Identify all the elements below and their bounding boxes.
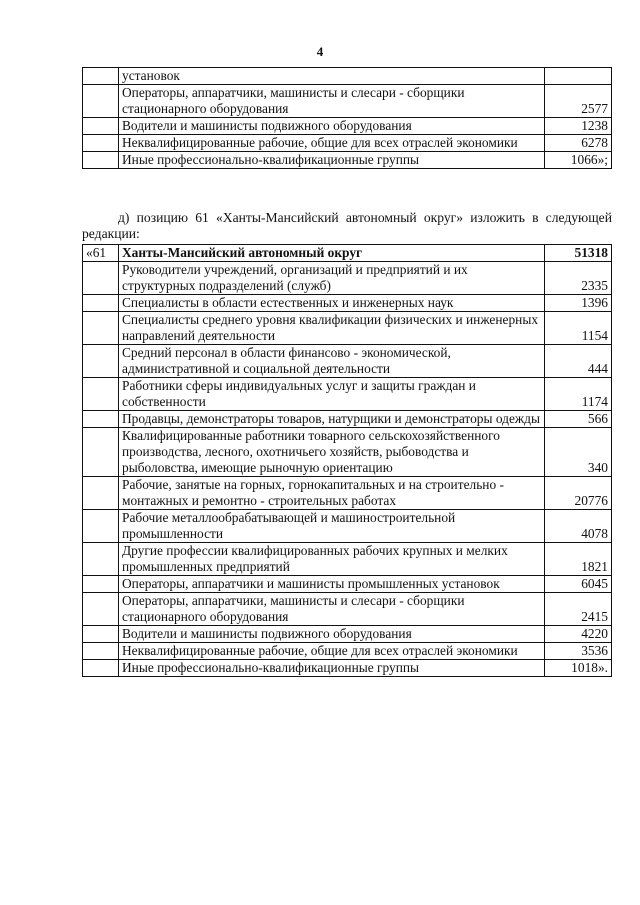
row-name-cell: Иные профессионально-квалификационные группы	[119, 152, 545, 169]
row-num-cell	[83, 295, 119, 312]
row-name-cell: Иные профессионально-квалификационные группы	[119, 660, 545, 677]
row-value-cell: 2415	[545, 593, 612, 626]
row-num-cell	[83, 378, 119, 411]
row-name-cell: Неквалифицированные рабочие, общие для всех отраслей экономики	[119, 643, 545, 660]
row-name-cell: Водители и машинисты подвижного оборудования	[119, 118, 545, 135]
table-row	[83, 660, 612, 677]
row-num-cell	[83, 576, 119, 593]
row-num-cell	[83, 152, 119, 169]
row-num-cell	[83, 262, 119, 295]
row-name-cell: Водители и машинисты подвижного оборудования	[119, 626, 545, 643]
table-row	[83, 312, 612, 345]
row-num-cell	[83, 135, 119, 152]
row-value-cell: 566	[545, 411, 612, 428]
main-table-body	[83, 245, 612, 677]
row-value-cell: 20776	[545, 477, 612, 510]
row-value-cell: 1174	[545, 378, 612, 411]
row-value-cell: 4220	[545, 626, 612, 643]
row-name-cell: Специалисты в области естественных и инженерных наук	[119, 295, 545, 312]
table-row	[83, 428, 612, 477]
amendment-paragraph: д) позицию 61 «Ханты-Мансийский автономный округ» изложить в следующей редакции:	[82, 210, 612, 241]
row-num-cell	[83, 345, 119, 378]
row-name-cell: Специалисты среднего уровня квалификации физических и инженерных направлений деятельности	[119, 312, 545, 345]
row-value-cell: 340	[545, 428, 612, 477]
row-num-cell	[83, 85, 119, 118]
header-region-cell: Ханты-Мансийский автономный округ	[119, 245, 545, 262]
row-num-cell	[83, 660, 119, 677]
row-num-cell	[83, 510, 119, 543]
row-value-cell: 2335	[545, 262, 612, 295]
table-row	[83, 295, 612, 312]
row-value-cell: 1821	[545, 543, 612, 576]
row-value-cell: 444	[545, 345, 612, 378]
table-row	[83, 543, 612, 576]
table-row	[83, 643, 612, 660]
table-row	[83, 576, 612, 593]
row-value-cell: 1018».	[545, 660, 612, 677]
table-row	[83, 152, 612, 169]
main-table	[82, 244, 612, 677]
row-num-cell	[83, 543, 119, 576]
table-row	[83, 262, 612, 295]
row-value-cell: 4078	[545, 510, 612, 543]
row-num-cell	[83, 312, 119, 345]
table-row	[83, 411, 612, 428]
table-row	[83, 118, 612, 135]
row-value-cell: 3536	[545, 643, 612, 660]
table-row	[83, 378, 612, 411]
row-name-cell: Операторы, аппаратчики, машинисты и слесари - сборщики стационарного оборудования	[119, 85, 545, 118]
table-row	[83, 345, 612, 378]
table-row	[83, 593, 612, 626]
row-name-cell: Продавцы, демонстраторы товаров, натурщики и демонстраторы одежды	[119, 411, 545, 428]
row-name-cell: Работники сферы индивидуальных услуг и защиты граждан и собственности	[119, 378, 545, 411]
row-name-cell: Операторы, аппаратчики и машинисты промышленных установок	[119, 576, 545, 593]
row-value-cell: 1396	[545, 295, 612, 312]
row-num-cell	[83, 626, 119, 643]
table-row	[83, 135, 612, 152]
row-value-cell: 6278	[545, 135, 612, 152]
row-num-cell	[83, 593, 119, 626]
table-row	[83, 68, 612, 85]
table-row	[83, 85, 612, 118]
table-row	[83, 626, 612, 643]
row-name-cell: Неквалифицированные рабочие, общие для всех отраслей экономики	[119, 135, 545, 152]
row-name-cell: Руководители учреждений, организаций и предприятий и их структурных подразделений (служб)	[119, 262, 545, 295]
row-value-cell: 2577	[545, 85, 612, 118]
header-num-cell: «61	[83, 245, 119, 262]
row-num-cell	[83, 643, 119, 660]
row-value-cell: 1154	[545, 312, 612, 345]
row-name-cell: Средний персонал в области финансово - экономической, административной и социальной деятельности	[119, 345, 545, 378]
page-number: 4	[316, 44, 324, 59]
row-value-cell: 1066»;	[545, 152, 612, 169]
header-total-cell: 51318	[545, 245, 612, 262]
row-num-cell	[83, 118, 119, 135]
top-table-body	[83, 68, 612, 169]
row-name-cell: установок	[119, 68, 545, 85]
row-name-cell: Рабочие металлообрабатывающей и машиностроительной промышленности	[119, 510, 545, 543]
row-num-cell	[83, 428, 119, 477]
row-name-cell: Квалифицированные работники товарного сельскохозяйственного производства, лесного, охотничьего хозяйств, рыбоводства и рыболовства, имеющие рыночную ориентацию	[119, 428, 545, 477]
table-row	[83, 477, 612, 510]
row-value-cell: 6045	[545, 576, 612, 593]
top-table	[82, 67, 612, 169]
row-num-cell	[83, 68, 119, 85]
row-name-cell: Другие профессии квалифицированных рабочих крупных и мелких промышленных предприятий	[119, 543, 545, 576]
row-num-cell	[83, 477, 119, 510]
table-row	[83, 510, 612, 543]
main-table-header-row	[83, 245, 612, 262]
row-name-cell: Рабочие, занятые на горных, горнокапитальных и на строительно - монтажных и ремонтно - строительных работах	[119, 477, 545, 510]
row-num-cell	[83, 411, 119, 428]
row-value-cell	[545, 68, 612, 85]
row-name-cell: Операторы, аппаратчики, машинисты и слесари - сборщики стационарного оборудования	[119, 593, 545, 626]
row-value-cell: 1238	[545, 118, 612, 135]
